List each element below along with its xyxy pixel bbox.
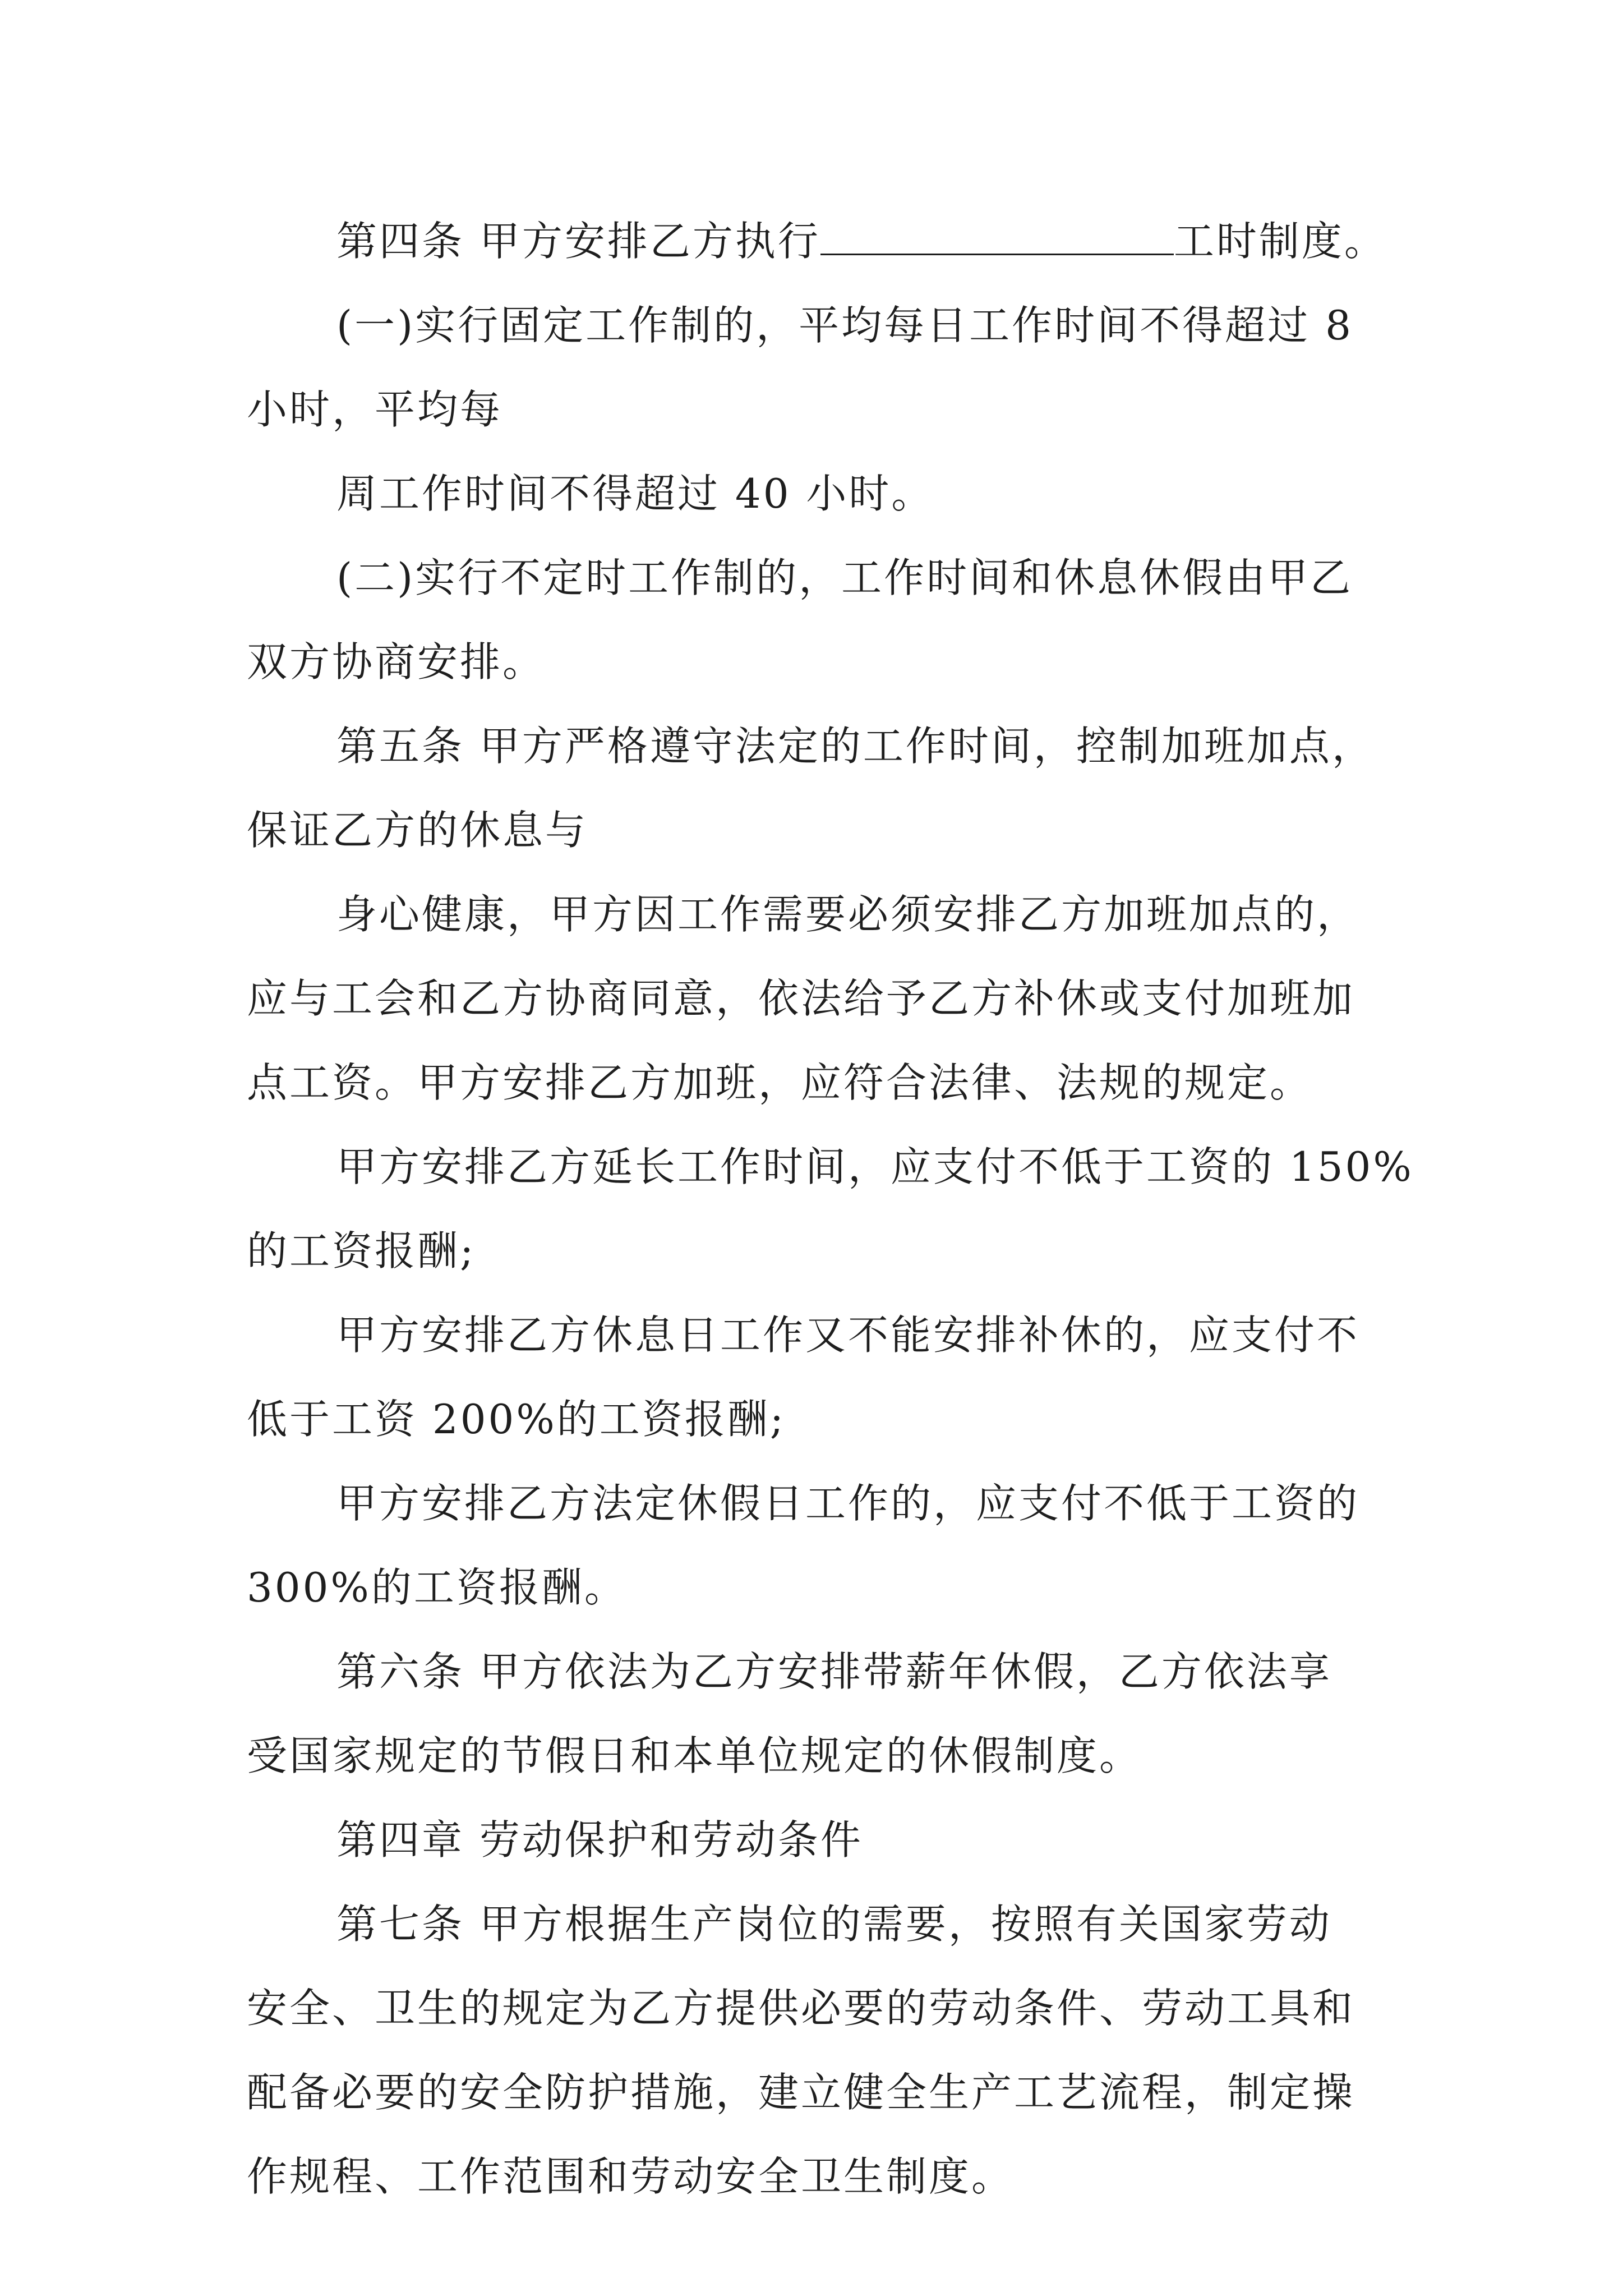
article-4-line xyxy=(336,213,1387,269)
paragraph-line: 甲方安排乙方法定休假日工作的，应支付不低于工资的 xyxy=(336,1480,1360,1527)
article-4-text: 第四条 甲方安排乙方执行 xyxy=(336,218,820,265)
paragraph-line: 第七条 甲方根据生产岗位的需要，按照有关国家劳动 xyxy=(336,1901,1332,1948)
paragraph-line: 周工作时间不得超过 40 小时。 xyxy=(336,470,934,517)
paragraph-line: 甲方安排乙方休息日工作又不能安排补休的，应支付不 xyxy=(336,1312,1360,1359)
paragraph-line: 安全、卫生的规定为乙方提供必要的劳动条件、劳动工具和 xyxy=(247,1985,1355,2032)
fill-in-blank[interactable] xyxy=(820,219,1174,255)
paragraph-line: (一)实行固定工作制的，平均每日工作时间不得超过 8 xyxy=(336,302,1353,349)
paragraph-line: 300%的工资报酬。 xyxy=(247,1564,627,1611)
chapter-heading: 第四章 劳动保护和劳动条件 xyxy=(336,1816,863,1864)
paragraph-line: 受国家规定的节假日和本单位规定的休假制度。 xyxy=(247,1732,1142,1779)
paragraph-line: 甲方安排乙方延长工作时间，应支付不低于工资的 150% xyxy=(336,1143,1414,1190)
paragraph-line: 应与工会和乙方协商同意，依法给予乙方补休或支付加班加 xyxy=(247,975,1355,1022)
paragraph-line: 身心健康，甲方因工作需要必须安排乙方加班加点的， xyxy=(336,891,1360,938)
paragraph-line: 点工资。甲方安排乙方加班，应符合法律、法规的规定。 xyxy=(247,1059,1313,1106)
paragraph-line: 作规程、工作范围和劳动安全卫生制度。 xyxy=(247,2153,1015,2200)
paragraph-line: 小时，平均每 xyxy=(247,386,503,433)
paragraph-line: 配备必要的安全防护措施，建立健全生产工艺流程，制定操 xyxy=(247,2069,1355,2116)
paragraph-line: 的工资报酬; xyxy=(247,1227,476,1274)
paragraph-line: (二)实行不定时工作制的，工作时间和休息休假由甲乙 xyxy=(336,554,1353,601)
paragraph-line: 双方协商安排。 xyxy=(247,638,546,685)
paragraph-line: 保证乙方的休息与 xyxy=(247,807,588,854)
paragraph-line: 第六条 甲方依法为乙方安排带薪年休假，乙方依法享 xyxy=(336,1648,1332,1695)
paragraph-line: 低于工资 200%的工资报酬; xyxy=(247,1396,786,1443)
paragraph-line: 第五条 甲方严格遵守法定的工作时间，控制加班加点， xyxy=(336,723,1375,770)
article-4-text-after: 工时制度。 xyxy=(1173,218,1387,265)
